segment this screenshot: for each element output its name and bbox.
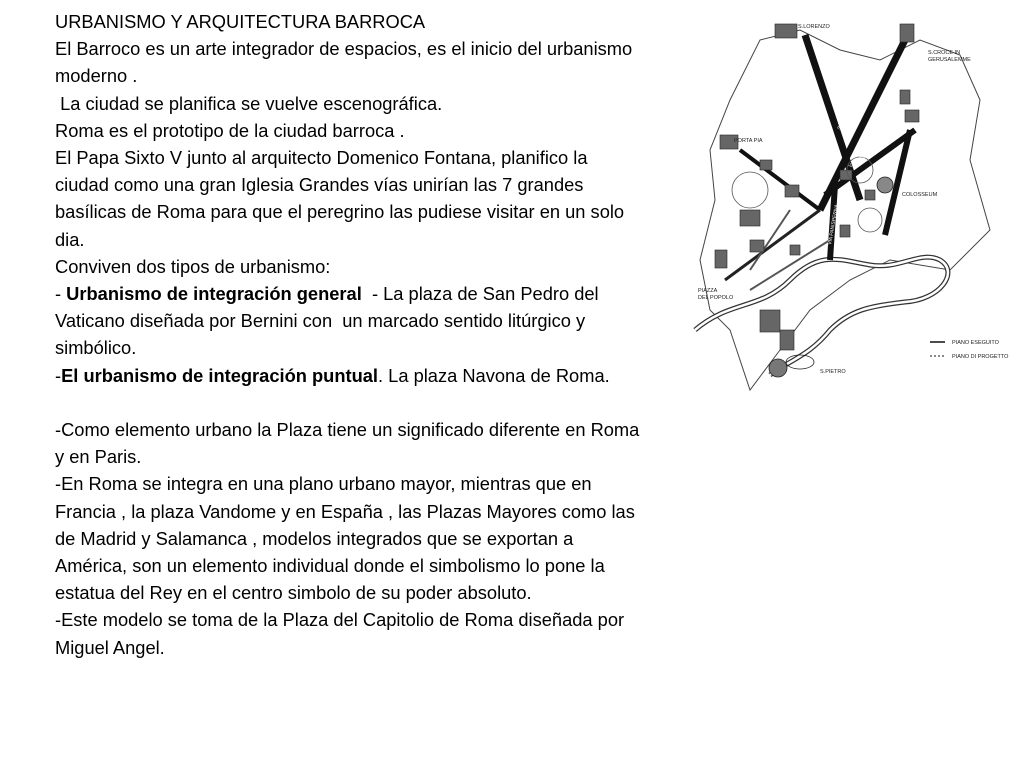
paragraph-two-types: Conviven dos tipos de urbanismo: [55,255,331,277]
st-peter-dome [769,359,787,377]
legend-executed: PIANO ESEGUITO [952,340,999,346]
term-integration-puntual: El urbanismo de integración puntual [61,364,378,386]
label-porta-pia: PORTA PIA [734,138,763,144]
legend-projected: PIANO DI PROGETTO [952,354,1009,360]
label-strada-felice: STRADA FELICE [836,93,861,131]
term-integration-general: Urbanismo de integración general [66,283,362,305]
paragraph-integration-puntual [55,362,645,389]
blank-line [55,389,645,416]
road-porta-pia [740,150,820,210]
label-piazza-2: DEL POPOLO [698,295,734,301]
prefix-dash: - [55,364,62,386]
paragraph-rome-prototype: Roma es el prototipo de la ciudad barroca . [55,119,405,141]
paragraph-plaza-meaning: -Como elemento urbano la Plaza tiene un significado diferente en Roma y en Paris. [55,419,640,468]
paragraph-rome-vs-france: -En Roma se integra en una plano urbano mayor, mientras que en Francia , la plaza Vandome y en España , las Plazas Mayores como las de Madrid y Salamanca , modelos integrados que se exportan a América, son un elemento individual donde el simbolismo lo pone la estatua del Rey en el centro simbolo de su poder absoluto. [55,473,635,604]
label-piazza-1: PIAZZA [698,288,718,294]
rome-sixtus-plan-map [690,10,1020,410]
text-block [55,8,645,661]
label-s-pietro: S.PIETRO [820,369,846,375]
prefix-dash: - [55,283,67,305]
paragraph-capitolio: -Este modelo se toma de la Plaza del Capitolio de Roma diseñada por Miguel Angel. [55,609,625,658]
paragraph-sixtus-fontana: El Papa Sixto V junto al arquitecto Domenico Fontana, planifico la ciudad como una gran Iglesia Grandes vías unirían las 7 grandes basílicas de Roma para que el peregrino las pudiese visitar en un solo dia. [55,147,625,250]
paragraph-intro: El Barroco es un arte integrador de espacios, es el inicio del urbanismo moderno . [55,38,633,87]
label-via-gregoriana: VIA GREGORIANA [847,140,887,170]
label-colosseum: COLOSSEUM [902,192,938,198]
slide-title: URBANISMO Y ARQUITECTURA BARROCA [55,11,426,32]
desc-integration-puntual: . La plaza Navona de Roma. [378,364,610,386]
desc-integration-general: - La plaza de San Pedro del Vaticano diseñada por Bernini con un marcado sentido litúrgico y simbólico. [55,283,604,359]
label-s-lorenzo: S.LORENZO [798,24,830,30]
label-s-croce-1: S.CROCE IN [928,50,961,56]
paragraph-integration-general [55,280,645,362]
label-s-croce-2: GERUSALEMME [928,57,971,63]
colosseum-shape [877,177,893,193]
paragraph-scenographic: La ciudad se planifica se vuelve escenográfica. [55,92,443,114]
label-via-panisperna: VIA PANISPERNA [827,203,841,246]
